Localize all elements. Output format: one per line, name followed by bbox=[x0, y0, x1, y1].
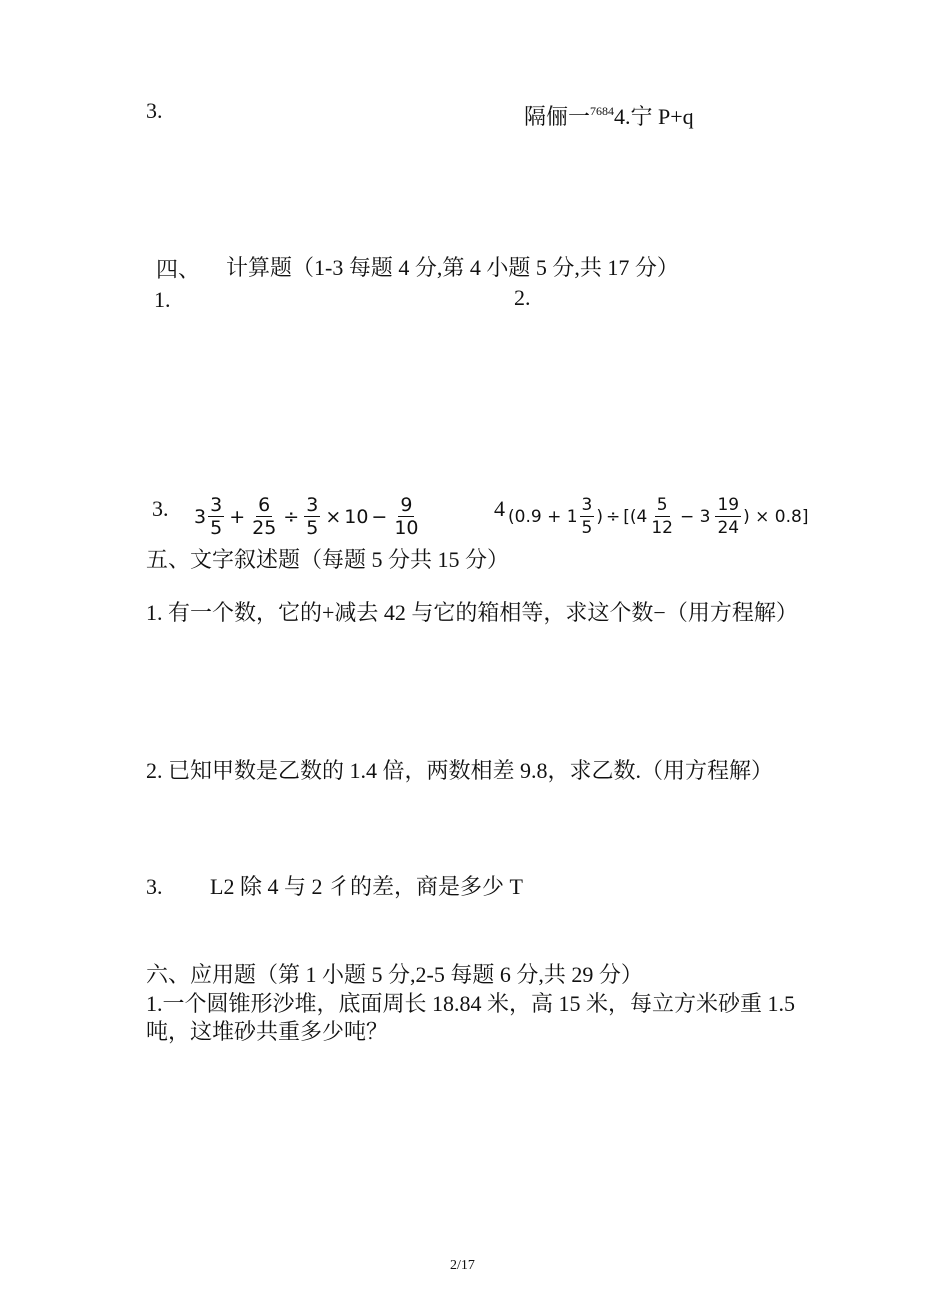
section-4-q3-label: 3. bbox=[152, 496, 169, 521]
section-4-q1-label: 1. bbox=[154, 287, 171, 312]
fraction: $\frac{3}{5}$ bbox=[581, 495, 593, 538]
section-5-q3-text: L2 除 4 与 2 彳的差，商是多少 T bbox=[210, 874, 523, 899]
section-6-heading: 六、应用题（第 1 小题 5 分,2-5 每题 6 分,共 29 分） bbox=[146, 962, 643, 987]
fraction: $\frac{3}{5}$ bbox=[306, 494, 319, 539]
fraction: $\frac{19}{24}$ bbox=[717, 495, 740, 538]
section-5-q1: 1. 有一个数，它的+减去 42 与它的箱相等，求这个数−（用方程解） bbox=[146, 600, 798, 625]
fraction: $\frac{5}{12}$ bbox=[651, 495, 673, 538]
section-4-number: 四、 bbox=[156, 257, 201, 282]
fraction: $\frac{3}{5}$ bbox=[210, 494, 223, 539]
section-5-heading: 五、文字叙述题（每题 5 分共 15 分） bbox=[146, 547, 510, 572]
section-4-q4-label: 4 bbox=[494, 496, 505, 521]
section-4-heading: 计算题（1-3 每题 4 分,第 4 小题 5 分,共 17 分） bbox=[226, 255, 679, 280]
page-number: 2/17 bbox=[450, 1258, 475, 1273]
section-5-q3-label: 3. bbox=[146, 874, 163, 899]
section-4-q2-label: 2. bbox=[514, 285, 531, 310]
expression-4: (0.9 + 1 $\frac{3}{5}$ ) ÷ [(4 $\frac{5}{12}$ − 3 $\frac{19}{24}$ ) × 0.8] bbox=[508, 495, 809, 538]
fraction: $\frac{6}{25}$ bbox=[252, 494, 277, 539]
fraction: $\frac{9}{10}$ bbox=[394, 494, 419, 539]
expression-3: 3 $\frac{3}{5}$ + $\frac{6}{25}$ ÷ $\frac{3}{5}$ × 10 − $\frac{9}{10}$ bbox=[194, 494, 419, 539]
section-6-q1: 1.一个圆锥形沙堆，底面周长 18.84 米，高 15 米，每立方米砂重 1.5 吨，这堆砂共重多少吨？ bbox=[146, 991, 796, 1044]
item-3-label: 3. bbox=[146, 98, 163, 123]
section-5-q2: 2. 已知甲数是乙数的 1.4 倍，两数相差 9.8，求乙数.（用方程解） bbox=[146, 758, 774, 783]
item-4-garbled-text: 隔俪一$^{7684}$4.宁 P+q bbox=[524, 104, 694, 129]
